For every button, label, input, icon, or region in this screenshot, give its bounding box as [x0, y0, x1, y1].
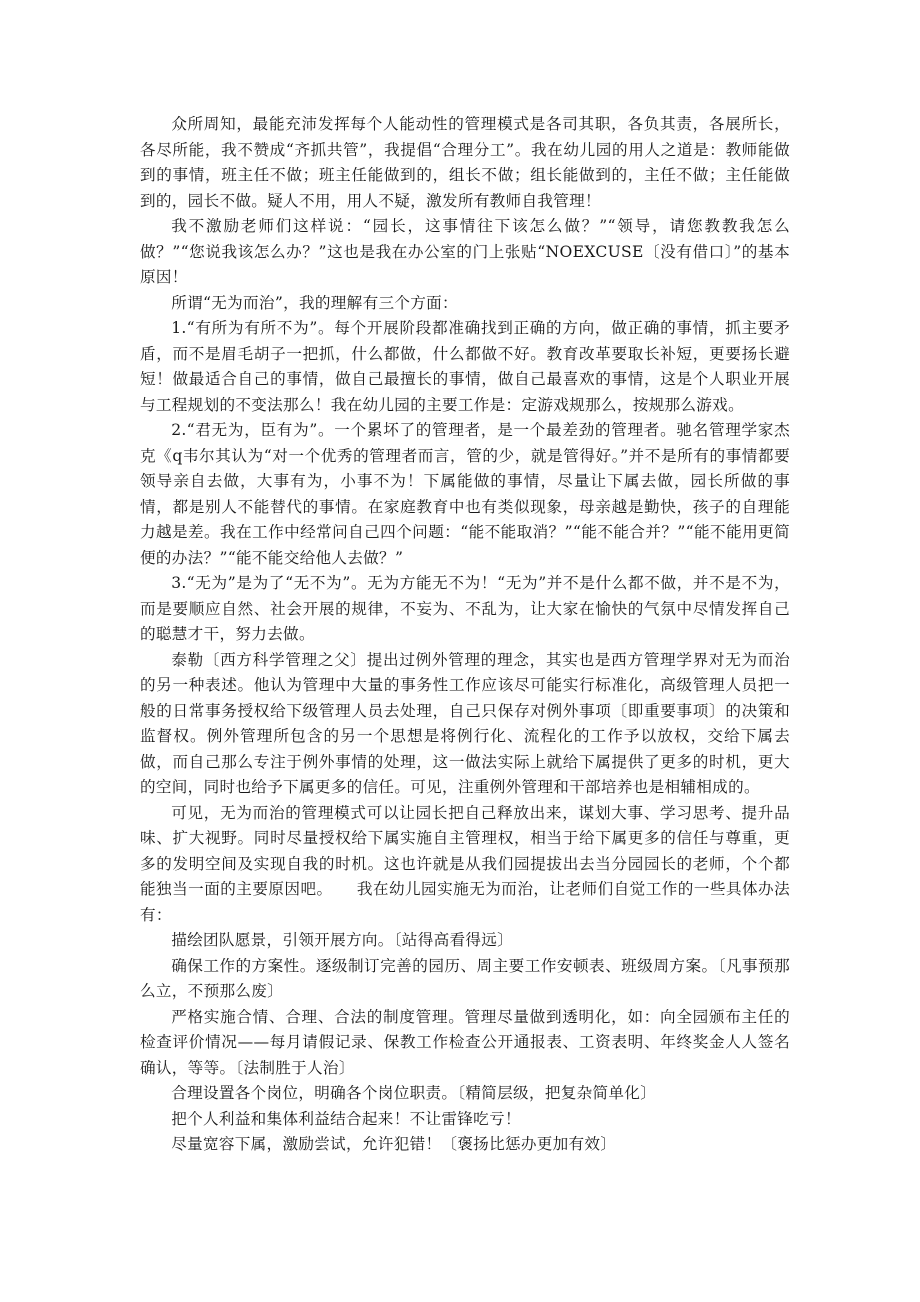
paragraph-7: 泰勒〔西方科学管理之父〕提出过例外管理的理念，其实也是西方管理学界对无为而治的另一种表述。他认为管理中大量的事务性工作应该尽可能实行标准化，高级管理人员把一般的日常事务授权给下级管理人员去处理，自己只保存对例外事项〔即重要事项〕的决策和监督权。例外管理所包含的另一个思想是将例行化、流程化的工作予以放权，交给下属去做，而自己那么专注于例外事情的处理，这一做法实际上就给下属提供了更多的时机，更大的空间，同时也给予下属更多的信任。可见，注重例外管理和干部培养也是相辅相成的。 — [140, 650, 790, 796]
paragraph-1: 众所周知，最能充沛发挥每个人能动性的管理模式是各司其职，各负其责，各展所长，各尽所能，我不赞成“齐抓共管”，我提倡“合理分工”。我在幼儿园的用人之道是：教师能做到的事情，班主任不做；班主任能做到的，组长不做；组长能做到的，主任不做；主任能做到的，园长不做。疑人不用，用人不疑，激发所有教师自我管理！ — [140, 115, 790, 210]
paragraph-12: 合理设置各个岗位，明确各个岗位职责。〔精简层级，把复杂简单化〕 — [171, 1084, 657, 1102]
paragraph-11: 严格实施合情、合理、合法的制度管理。管理尽量做到透明化，如：向全园颁布主任的检查评价情况——每月请假记录、保教工作检查公开通报表、工资表明、年终奖金人人签名确认，等等。〔法制胜于人治〕 — [140, 1007, 790, 1077]
paragraph-13: 把个人利益和集体利益结合起来！不让雷锋吃亏！ — [171, 1109, 521, 1128]
paragraph-6: 3.“无为”是为了“无不为”。无为方能无不为！“无为”并不是什么都不做，并不是不为，而是要顺应自然、社会开展的规律，不妄为、不乱为，让大家在愉快的气氛中尽情发挥自己的聪慧才干，努力去做。 — [140, 574, 790, 643]
paragraph-2: 我不激励老师们这样说：“园长，这事情往下该怎么做？”“领导，请您教教我怎么做？”“您说我该怎么办？”这也是我在办公室的门上张贴“NOEXCUSE〔没有借口〕”的基本原因！ — [140, 217, 790, 286]
paragraph-10: 确保工作的方案性。逐级制订完善的园历、周主要工作安顿表、班级周方案。〔凡事预那么立，不预那么废〕 — [140, 956, 790, 1000]
paragraph-9: 描绘团队愿景，引领开展方向。〔站得高看得远〕 — [171, 931, 514, 949]
document-body — [140, 112, 790, 1158]
paragraph-3: 所谓“无为而治”，我的理解有三个方面： — [171, 293, 458, 312]
paragraph-8: 可见，无为而治的管理模式可以让园长把自己释放出来，谋划大事、学习思考、提升品味、扩大视野。同时尽量授权给下属实施自主管理权，相当于给下属更多的信任与尊重，更多的发明空间及实现自我的时机。这也许就是从我们园提拔出去当分园园长的老师，个个都能独当一面的主要原因吧。 我在幼儿园实施无为而治，让老师们自觉工作的一些具体办法有： — [140, 803, 790, 924]
paragraph-5: 2.“君无为，臣有为”。一个累坏了的管理者，是一个最差劲的管理者。驰名管理学家杰克《q韦尔其认为“对一个优秀的管理者而言，管的少，就是管得好。”并不是所有的事情都要领导亲自去做，大事有为，小事不为！下属能做的事情，尽量让下属去做，园长所做的事情，都是别人不能替代的事情。在家庭教育中也有类似现象，母亲越是勤快，孩子的自理能力越是差。我在工作中经常问自己四个问题：“能不能取消？”“能不能合并？”“能不能用更简便的办法？”“能不能交给他人去做？” — [140, 421, 790, 567]
paragraph-4: 1.“有所为有所不为”。每个开展阶段都准确找到正确的方向，做正确的事情，抓主要矛盾，而不是眉毛胡子一把抓，什么都做，什么都做不好。教育改革要取长补短，更要扬长避短！做最适合自己的事情，做自己最擅长的事情，做自己最喜欢的事情，这是个人职业开展与工程规划的不变法那么！我在幼儿园的主要工作是：定游戏规那么，按规那么游戏。 — [140, 319, 790, 414]
paragraph-14: 尽量宽容下属，激励尝试，允许犯错！〔褒扬比惩办更加有效〕 — [171, 1135, 617, 1153]
